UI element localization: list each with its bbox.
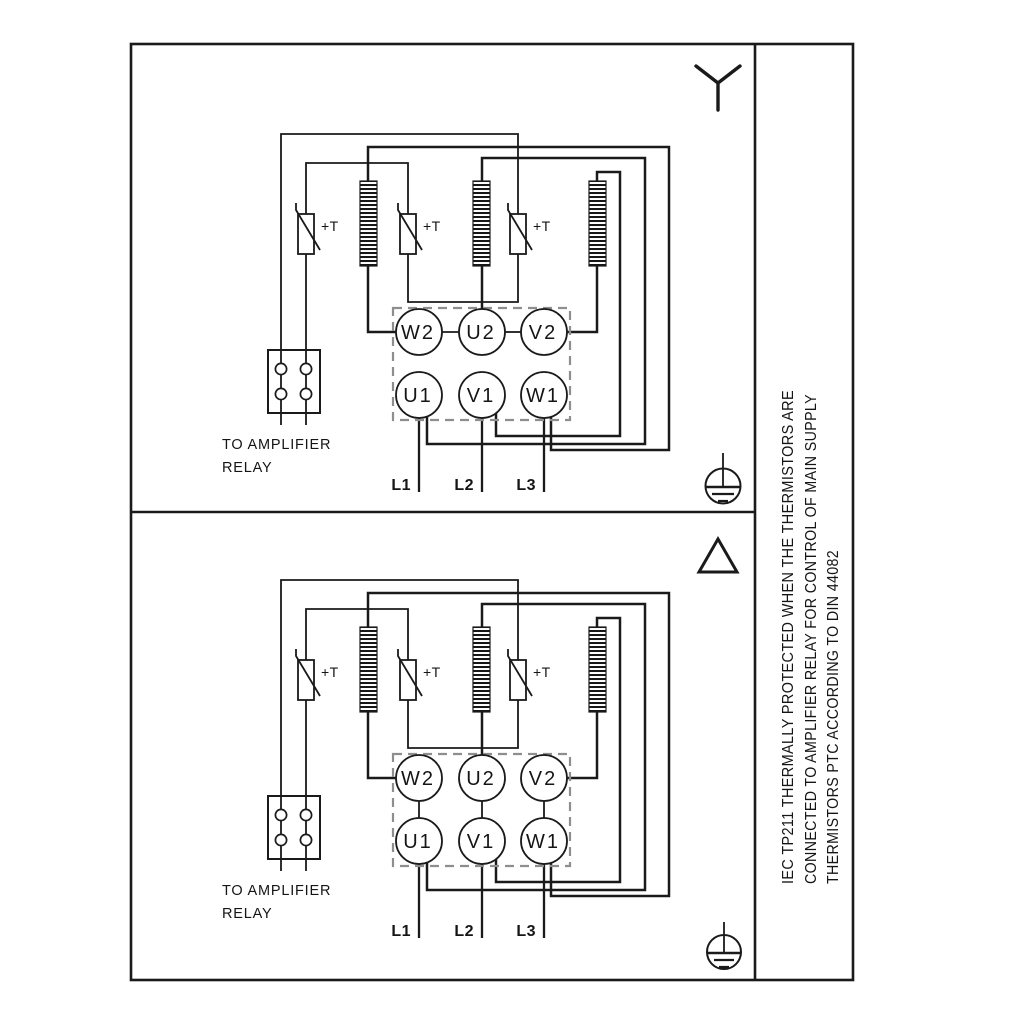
terminal-U1 — [396, 818, 442, 864]
relay-terminal — [275, 363, 286, 374]
supply-label-L3: L3 — [516, 477, 536, 494]
terminal-V2 — [521, 309, 567, 355]
thermistor-label: +T — [533, 664, 551, 680]
side-note-line1: IEC TP211 THERMALLY PROTECTED WHEN THE THERMISTORS ARE — [780, 353, 797, 884]
coil3-to-v2-wire — [567, 712, 597, 778]
coil1-to-w2-wire — [368, 266, 396, 332]
terminal-label: W2 — [401, 768, 435, 790]
relay-terminal — [275, 809, 286, 820]
terminal-label: W1 — [526, 831, 560, 853]
thermistor-1 — [296, 203, 339, 254]
terminal-label: V2 — [528, 768, 558, 790]
terminal-U1 — [396, 372, 442, 418]
panel-delta — [222, 580, 669, 940]
supply-label-L2: L2 — [454, 923, 474, 940]
star-y-symbol-icon — [696, 66, 740, 110]
winding-coil-3 — [589, 181, 606, 266]
terminal-W2 — [396, 755, 442, 801]
side-note — [780, 349, 842, 884]
relay-terminal — [300, 834, 311, 845]
winding-coil-1 — [360, 627, 377, 712]
thermistor-3 — [508, 649, 551, 700]
terminal-W1 — [521, 372, 567, 418]
panel-star — [222, 134, 669, 494]
coil3-to-v2-wire — [567, 266, 597, 332]
terminal-label: U2 — [466, 322, 496, 344]
side-note-line3: THERMISTORS PTC ACCORDING TO DIN 44082 — [825, 519, 842, 884]
terminal-V1 — [459, 818, 505, 864]
supply-label-L1: L1 — [391, 923, 411, 940]
winding-coil-1 — [360, 181, 377, 266]
thermistor-3 — [508, 203, 551, 254]
relay-terminal — [275, 388, 286, 399]
relay-note-line2: RELAY — [222, 906, 273, 922]
winding-coil-3 — [589, 627, 606, 712]
supply-label-L1: L1 — [391, 477, 411, 494]
thermistor-label: +T — [321, 664, 339, 680]
thermistor-2 — [398, 649, 441, 700]
terminal-U2 — [459, 309, 505, 355]
thermistor-1 — [296, 649, 339, 700]
relay-note-line1: TO AMPLIFIER — [222, 437, 332, 453]
terminal-label: V2 — [528, 322, 558, 344]
thermistor-label: +T — [423, 218, 441, 234]
terminal-label: V1 — [466, 385, 496, 407]
thermistor-label: +T — [423, 664, 441, 680]
relay-terminal — [300, 363, 311, 374]
relay-note-line2: RELAY — [222, 460, 273, 476]
terminal-V2 — [521, 755, 567, 801]
supply-label-L2: L2 — [454, 477, 474, 494]
thermistor-label: +T — [533, 218, 551, 234]
relay-note-line1: TO AMPLIFIER — [222, 883, 332, 899]
thermistor-label: +T — [321, 218, 339, 234]
panel-star-extras — [442, 66, 741, 504]
winding-coil-2 — [473, 627, 490, 712]
terminal-label: U1 — [403, 385, 433, 407]
earth-ground-icon — [706, 453, 741, 504]
relay-terminal — [275, 834, 286, 845]
terminal-label: U2 — [466, 768, 496, 790]
supply-label-L3: L3 — [516, 923, 536, 940]
terminal-W2 — [396, 309, 442, 355]
delta-triangle-symbol-icon — [699, 539, 737, 572]
terminal-W1 — [521, 818, 567, 864]
coil1-to-w2-wire — [368, 712, 396, 778]
thermistor-2 — [398, 203, 441, 254]
terminal-label: U1 — [403, 831, 433, 853]
amplifier-relay-terminal-block — [268, 350, 320, 413]
earth-ground-icon — [707, 922, 741, 969]
amplifier-relay-terminal-block — [268, 796, 320, 859]
side-note-line2: CONNECTED TO AMPLIFIER RELAY FOR CONTROL OF MAIN SUPPLY — [803, 349, 820, 884]
terminal-U2 — [459, 755, 505, 801]
relay-terminal — [300, 388, 311, 399]
terminal-label: W2 — [401, 322, 435, 344]
terminal-label: V1 — [466, 831, 496, 853]
terminal-label: W1 — [526, 385, 560, 407]
terminal-V1 — [459, 372, 505, 418]
winding-coil-2 — [473, 181, 490, 266]
relay-terminal — [300, 809, 311, 820]
